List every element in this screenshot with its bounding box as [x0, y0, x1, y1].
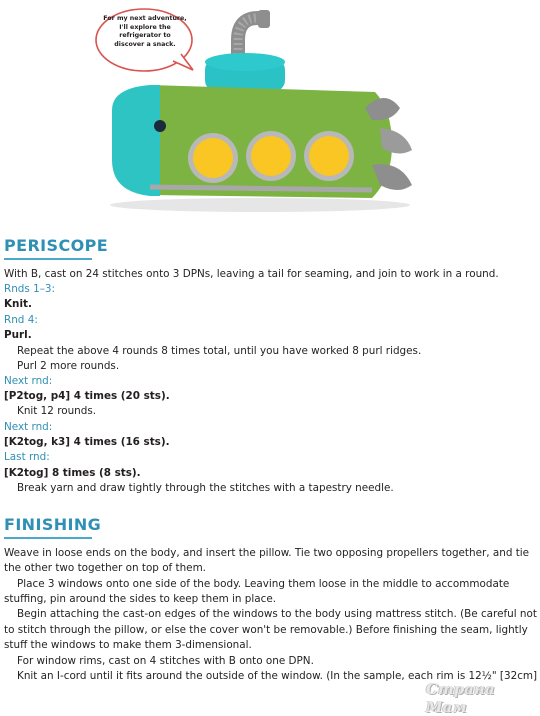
periscope-divider: [4, 258, 92, 260]
instruction: Purl.: [4, 329, 32, 341]
round-label: Next rnd:: [4, 375, 53, 387]
speech-bubble-text: For my next adventure, I'll explore the refrigerator to discover a snack.: [103, 15, 187, 48]
finishing-divider: [4, 537, 92, 539]
periscope-line: With B, cast on 24 stitches onto 3 DPNs, leaving a tail for seaming, and join to work in a round.: [4, 268, 499, 280]
round-label: Last rnd:: [4, 451, 50, 463]
finishing-line: Begin attaching the cast-on edges of the windows to the body using mattress stitch. (Be careful not: [17, 608, 537, 620]
periscope-line: Knit 12 rounds.: [17, 405, 97, 417]
periscope-heading: PERISCOPE: [4, 236, 109, 255]
instruction: [K2tog] 8 times (8 sts).: [4, 467, 141, 479]
instruction: Knit.: [4, 298, 32, 310]
finishing-line: For window rims, cast on 4 stitches with B onto one DPN.: [17, 655, 314, 667]
finishing-line: the other two together on top of them.: [4, 562, 206, 574]
round-label: Rnd 4:: [4, 314, 38, 326]
finishing-line: Weave in loose ends on the body, and insert the pillow. Tie two opposing propellers together, and tie: [4, 547, 530, 559]
periscope-line: Repeat the above 4 rounds 8 times total, until you have worked 8 purl ridges.: [17, 345, 422, 357]
round-label: Next rnd:: [4, 421, 53, 433]
finishing-line: Place 3 windows onto one side of the body. Leaving them loose in the middle to accommodate: [17, 578, 510, 590]
finishing-line: stuffing, pin around the sides to keep them in place.: [4, 593, 277, 605]
periscope-line: Purl 2 more rounds.: [17, 360, 120, 372]
watermark-logo: Страна Мам: [426, 680, 495, 716]
finishing-line: to stitch through the pillow, or else the cover won't be removable.) Before finishing the seam, lightly: [4, 624, 528, 636]
instruction: [P2tog, p4] 4 times (20 sts).: [4, 390, 170, 402]
submarine-illustration: [0, 0, 540, 225]
instruction: [K2tog, k3] 4 times (16 sts).: [4, 436, 170, 448]
finishing-heading: FINISHING: [4, 515, 102, 534]
periscope-line: Break yarn and draw tightly through the stitches with a tapestry needle.: [17, 482, 394, 494]
finishing-line: stuff the windows to make them 3-dimensional.: [4, 639, 252, 651]
submarine-toy-icon: [0, 0, 540, 225]
round-label: Rnds 1–3:: [4, 283, 56, 295]
finishing-line: Knit an I-cord until it fits around the outside of the window. (In the sample, each rim is 12½" [32cm]: [17, 670, 538, 682]
